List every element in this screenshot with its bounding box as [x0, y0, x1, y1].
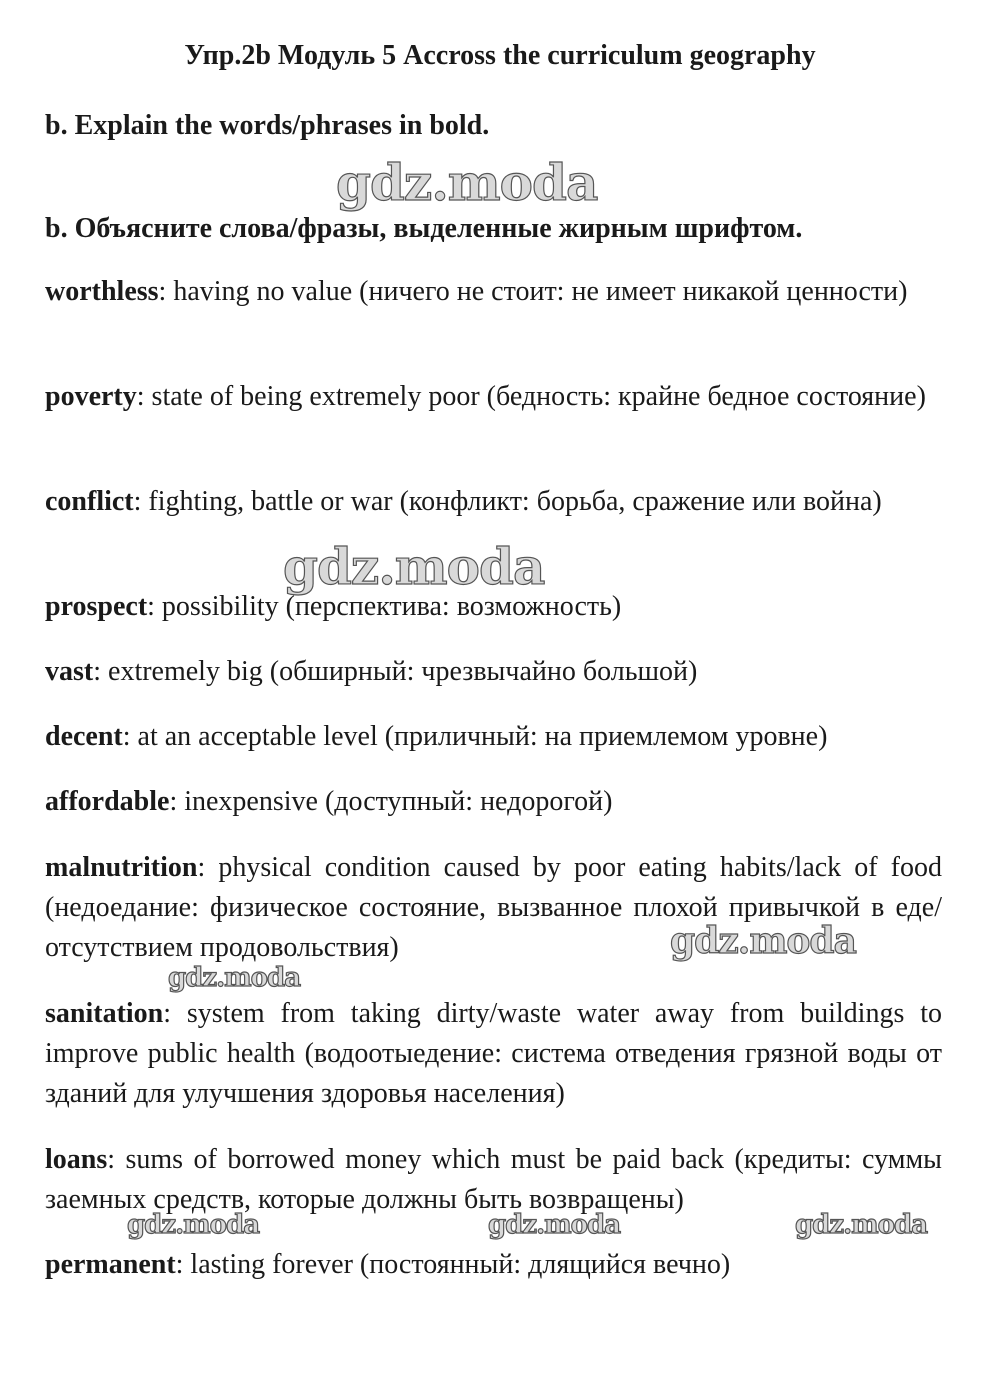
watermark: gdz.moda [488, 1210, 621, 1240]
vocab-definition: : system from taking dirty/waste water away from buildings to improve public health (водоотыедение: система отведения грязной воды от зданий для улучшения здоровья населения) [45, 998, 942, 1109]
vocab-definition: : possibility (перспектива: возможность) [147, 591, 622, 622]
vocab-entry-permanent [45, 1245, 942, 1285]
vocab-term: poverty [45, 381, 137, 412]
vocab-term: affordable [45, 786, 170, 817]
vocab-definition: : sums of borrowed money which must be paid back (кредиты: суммы заемных средств, которые должны быть возвращены) [45, 1144, 942, 1215]
vocab-entry-sanitation [45, 994, 942, 1114]
vocab-term: loans [45, 1144, 108, 1175]
vocab-term: permanent [45, 1249, 176, 1280]
instruction-russian: b. Объясните слова/фразы, выделенные жирным шрифтом. [45, 213, 803, 244]
page-title: Упр.2b Модуль 5 Accross the curriculum geography [184, 40, 816, 71]
vocab-definition: : inexpensive (доступный: недорогой) [169, 786, 613, 817]
watermark: gdz.moda [795, 1210, 928, 1240]
vocab-entry-conflict [45, 482, 942, 522]
vocab-entry-poverty [45, 377, 942, 417]
vocab-definition: : physical condition caused by poor eating habits/lack of food (недоедание: физическое состояние, вызванное плохой привычкой в еде/отсутствием продовольствия) [45, 852, 942, 963]
vocab-term: worthless [45, 276, 159, 307]
vocab-definition: : state of being extremely poor (бедность: крайне бедное состояние) [136, 381, 926, 412]
vocab-definition: : extremely big (обширный: чрезвычайно большой) [93, 656, 698, 687]
vocab-term: conflict [45, 486, 134, 517]
vocab-definition: : fighting, battle or war (конфликт: борьба, сражение или война) [133, 486, 882, 517]
vocab-term: vast [45, 656, 94, 687]
vocab-definition: : lasting forever (постоянный: длящийся вечно) [175, 1249, 731, 1280]
watermark: gdz.moda [127, 1210, 260, 1240]
vocab-definition: : having no value (ничего не стоит: не имеет никакой ценности) [158, 276, 908, 307]
vocab-entry-loans [45, 1140, 942, 1220]
vocab-entry-decent [45, 717, 942, 757]
vocab-entry-vast [45, 652, 942, 692]
watermark: gdz.moda [670, 920, 856, 962]
watermark: gdz.moda [336, 153, 598, 212]
vocab-definition: : at an acceptable level (приличный: на приемлемом уровне) [122, 721, 828, 752]
vocab-entry-affordable [45, 782, 942, 822]
watermark: gdz.moda [283, 537, 545, 596]
vocab-term: prospect [45, 591, 148, 622]
vocab-term: decent [45, 721, 123, 752]
vocab-term: malnutrition [45, 852, 198, 883]
watermark: gdz.moda [168, 963, 301, 993]
vocab-entry-worthless [45, 272, 942, 312]
vocab-term: sanitation [45, 998, 164, 1029]
instruction-english: b. Explain the words/phrases in bold. [45, 110, 490, 141]
